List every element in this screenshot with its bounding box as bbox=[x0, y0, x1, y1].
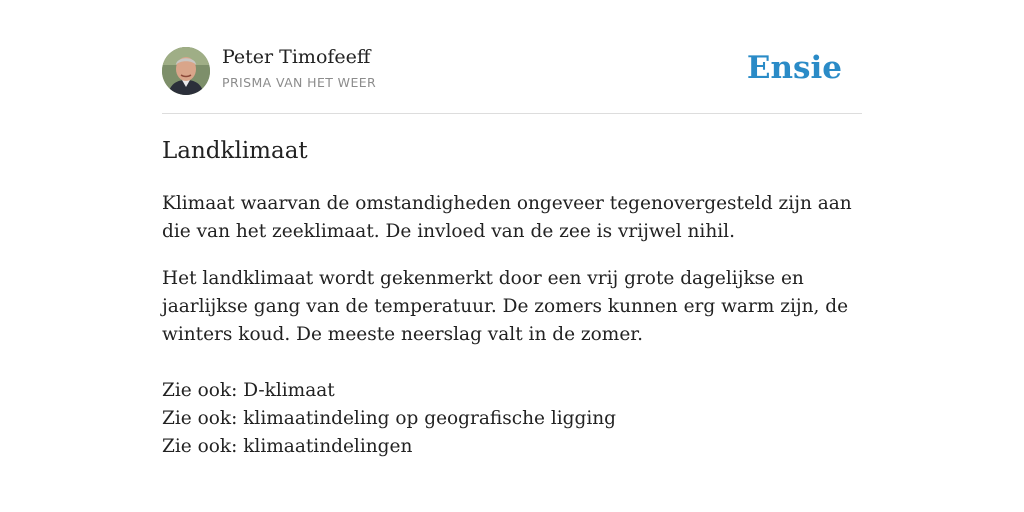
entry-paragraph-2: Het landklimaat wordt gekenmerkt door een vrij grote dagelijkse en jaarlijkse gang van de temperatuur. De zomers kunnen erg warm zijn, de winters koud. De meeste neerslag valt in de zomer. bbox=[162, 268, 849, 345]
author-avatar[interactable] bbox=[162, 47, 210, 95]
see-also-prefix: Zie ook: bbox=[162, 436, 244, 457]
see-also-prefix: Zie ook: bbox=[162, 408, 244, 429]
author-name[interactable]: Peter Timofeeff bbox=[222, 46, 371, 68]
entry-paragraph-1: Klimaat waarvan de omstandigheden ongeveer tegenovergesteld zijn aan die van het zeeklimaat. De invloed van de zee is vrijwel nihil. bbox=[162, 193, 852, 242]
ensie-logo[interactable]: Ensie bbox=[746, 50, 842, 86]
see-also-item bbox=[162, 377, 862, 405]
entry-header bbox=[162, 46, 862, 96]
author-subtitle[interactable]: PRISMA VAN HET WEER bbox=[222, 75, 377, 90]
author-photo bbox=[162, 47, 210, 95]
see-also-item bbox=[162, 433, 862, 461]
see-also-link[interactable]: klimaatindelingen bbox=[243, 436, 413, 457]
see-also-link[interactable]: D-klimaat bbox=[243, 380, 335, 401]
see-also-link[interactable]: klimaatindeling op geografische ligging bbox=[243, 408, 617, 429]
see-also-prefix: Zie ook: bbox=[162, 380, 244, 401]
entry-title: Landklimaat bbox=[162, 138, 308, 164]
see-also-item bbox=[162, 405, 862, 433]
see-also-list bbox=[162, 377, 862, 461]
entry-card bbox=[162, 0, 862, 512]
header-divider bbox=[162, 113, 862, 114]
